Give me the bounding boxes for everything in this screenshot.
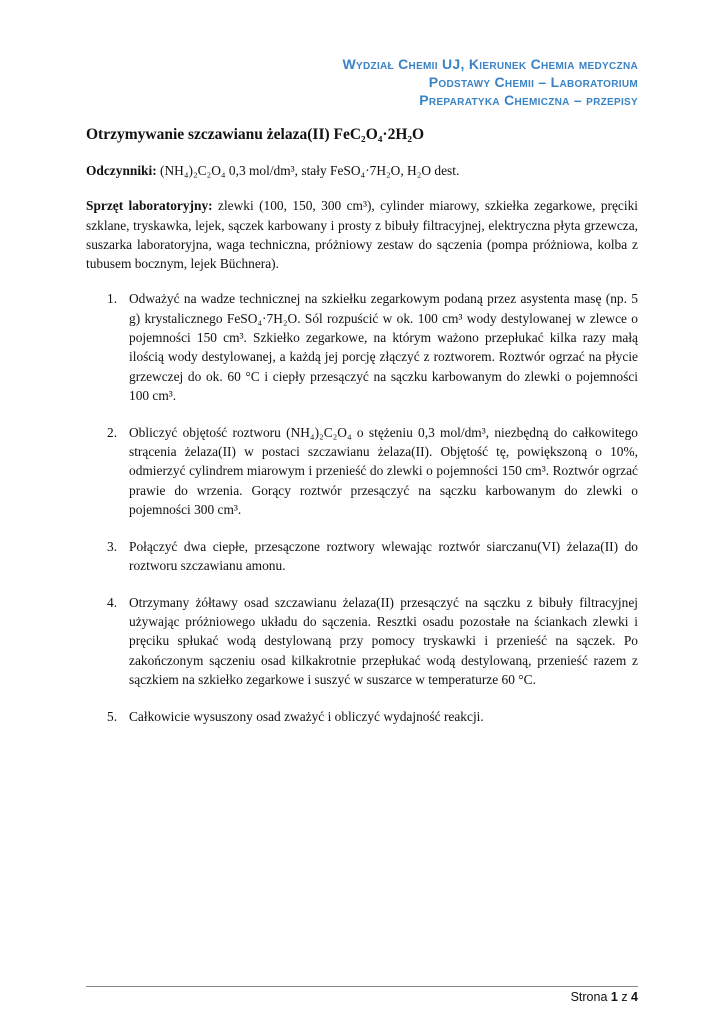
footer-divider [86, 986, 638, 987]
procedure-step [86, 593, 638, 689]
procedure-step [86, 289, 638, 405]
footer-page-number: 1 [610, 990, 618, 1004]
header-section: Preparatyka Chemiczna – przepisy [419, 92, 638, 108]
footer-page-total: 4 [631, 990, 638, 1004]
procedure-steps [86, 289, 638, 726]
step-number: 2. [107, 424, 118, 440]
equipment-paragraph [86, 196, 638, 273]
page-title: Otrzymywanie szczawianu żelaza(II) FeC₂O₄·2H₂O [86, 126, 425, 143]
reagents-label: Odczynniki: [86, 163, 157, 178]
step-text: Całkowicie wysuszony osad zważyć i obliczyć wydajność reakcji. [129, 708, 484, 724]
step-number: 5. [107, 708, 118, 724]
step-number: 3. [107, 538, 118, 554]
step-text: Otrzymany żółtawy osad szczawianu żelaza(II) przesączyć na sączku z bibuły filtracyjnej używając próżniowego układu do sączenia. Resztki osadu pozostałe na ściankach zlewki i pręciku spłukać wodą destylowaną przy pomocy tryskawki i przenieść na sączek. Po zakończonym sączeniu osad kilkakrotnie przepłukać wodą destylowaną, przenieść razem z sączkiem na szkiełko zegarkowe i suszyć w suszarce w temperaturze 60 °C. [129, 594, 638, 688]
procedure-step [86, 537, 638, 576]
page-footer [571, 990, 638, 1004]
step-text: Odważyć na wadze technicznej na szkiełku zegarkowym podaną przez asystenta masę (np. 5 g) krystalicznego FeSO₄·7H₂O. Sól rozpuścić w ok. 100 cm³ wody destylowanej w zlewce o pojemności 150 cm³. Szkiełko zegarkowe, na którym ważono przepłukać kilka razy małą ilością wody destylowanej, a każdą jej porcję złączyć z roztworem. Roztwór ogrzać na płycie grzewczej do ok. 60 °C i ciepły przesączyć na sączku karbowanym do zlewki o pojemności 100 cm³. [129, 291, 638, 403]
procedure-step [86, 707, 638, 726]
header-faculty: Wydział Chemii UJ, Kierunek Chemia medyczna [342, 56, 638, 72]
equipment-label: Sprzęt laboratoryjny: [86, 198, 213, 214]
reagents-paragraph [86, 161, 638, 180]
equipment-text: zlewki (100, 150, 300 cm³), cylinder miarowy, szkiełka zegarkowe, pręciki szklane, tryskawka, lejek, sączek karbowany i prosty z bibuły filtracyjnej, elektryczna płyta grzewcza, suszarka laboratoryjna, waga techniczna, próżniowy zestaw do sączenia (pompa próżniowa, kolba z tubusem bocznym, lejek Büchnera). [86, 198, 638, 272]
procedure-step [86, 423, 638, 519]
header-course: Podstawy Chemii – Laboratorium [428, 74, 638, 90]
footer-separator: z [617, 990, 632, 1004]
step-number: 4. [107, 594, 118, 610]
document-header [343, 55, 638, 109]
reagents-text: (NH₄)₂C₂O₄ 0,3 mol/dm³, stały FeSO₄·7H₂O, H₂O dest. [156, 163, 460, 178]
step-text: Obliczyć objętość roztworu (NH₄)₂C₂O₄ o stężeniu 0,3 mol/dm³, niezbędną do całkowitego strącenia żelaza(II) w postaci szczawianu żelaza(II). Objętość tę, powiększoną o 10%, odmierzyć cylindrem miarowym i przenieść do zlewki o pojemności 150 cm³. Roztwór ogrzać prawie do wrzenia. Gorący roztwór przesączyć na sączku karbowanym do zlewki o pojemności 300 cm³. [129, 424, 638, 517]
document-body [86, 125, 638, 744]
footer-prefix: Strona [570, 990, 611, 1004]
step-number: 1. [107, 291, 118, 307]
step-text: Połączyć dwa ciepłe, przesączone roztwory wlewając roztwór siarczanu(VI) żelaza(II) do roztworu szczawianu amonu. [129, 538, 638, 574]
